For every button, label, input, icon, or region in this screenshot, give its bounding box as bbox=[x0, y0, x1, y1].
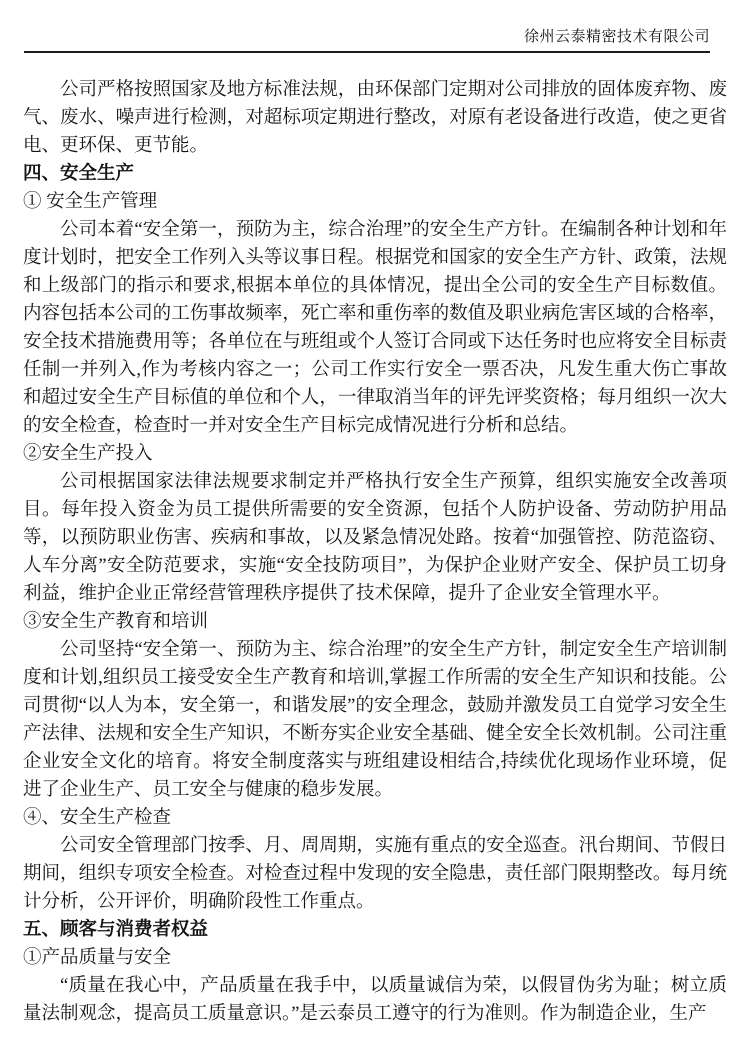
page-header bbox=[24, 27, 710, 53]
subheading-2-safety-production-investment: ②安全生产投入 bbox=[23, 444, 153, 464]
paragraph-safety-production-investment: 公司根据国家法律法规要求制定并严格执行安全生产预算，组织实施安全改善项目。每年投入资金为员工提供所需要的安全资源，包括个人防护设备、劳动防护用品等，以预防职业伤害、疾病和事故，以及紧急情况处路。按着“加强管控、防范盗窃、人车分离”安全防范要求，实施“安全技防项目”，为保护企业财产安全、保护员工切身利益，维护企业正常经营管理秩序提供了技术保障，提升了企业安全管理水平。 bbox=[23, 472, 727, 604]
heading-section-4-safety-production: 四、安全生产 bbox=[23, 164, 135, 184]
subheading-1-safety-production-management: ① 安全生产管理 bbox=[23, 192, 158, 212]
document-body bbox=[23, 76, 727, 1028]
paragraph-safety-production-management: 公司本着“安全第一，预防为主，综合治理”的安全生产方针。在编制各种计划和年度计划时，把安全工作列入头等议事日程。根据党和国家的安全生产方针、政策，法规和上级部门的指示和要求,根据本单位的具体情况，提出全公司的安全生产目标数值。内容包括本公司的工伤事故频率，死亡率和重伤率的数值及职业病危害区域的合格率，安全技术措施费用等；各单位在与班组或个人签订合同或下达任务时也应将安全目标责任制一并列入,作为考核内容之一；公司工作实行安全一票否决，凡发生重大伤亡事故和超过安全生产目标值的单位和个人，一律取消当年的评先评奖资格；每月组织一次大的安全检查，检查时一并对安全生产目标完成情况进行分析和总结。 bbox=[23, 220, 727, 436]
subheading-3-safety-education-training: ③安全生产教育和培训 bbox=[23, 612, 209, 632]
paragraph-product-quality-safety: “质量在我心中，产品质量在我手中，以质量诚信为荣，以假冒伪劣为耻；树立质量法制观念，提高员工质量意识。”是云泰员工遵守的行为准则。作为制造企业，生产 bbox=[23, 976, 727, 1024]
heading-section-5-customer-consumer-rights: 五、顾客与消费者权益 bbox=[23, 920, 209, 940]
paragraph-environmental-monitoring: 公司严格按照国家及地方标准法规，由环保部门定期对公司排放的固体废弃物、废气、废水、噪声进行检测，对超标项定期进行整改，对原有老设备进行改造，使之更省电、更环保、更节能。 bbox=[23, 80, 727, 156]
subheading-1-product-quality-safety: ①产品质量与安全 bbox=[23, 948, 172, 968]
paragraph-safety-education-training: 公司坚持“安全第一、预防为主、综合治理”的安全生产方针，制定安全生产培训制度和计划,组织员工接受安全生产教育和培训,掌握工作所需的安全生产知识和技能。公司贯彻“以人为本，安全第一，和谐发展”的安全理念，鼓励并激发员工自觉学习安全生产法律、法规和安全生产知识，不断夯实企业安全基础、健全安全长效机制。公司注重企业安全文化的培育。将安全制度落实与班组建设相结合,持续优化现场作业环境，促进了企业生产、员工安全与健康的稳步发展。 bbox=[23, 640, 727, 800]
paragraph-safety-inspection: 公司安全管理部门按季、月、周周期，实施有重点的安全巡查。汛台期间、节假日期间，组织专项安全检查。对检查过程中发现的安全隐患，责任部门限期整改。每月统计分析，公开评价，明确阶段性工作重点。 bbox=[23, 836, 727, 912]
subheading-4-safety-inspection: ④、安全生产检查 bbox=[23, 808, 172, 828]
company-name: 徐州云泰精密技术有限公司 bbox=[523, 29, 710, 45]
